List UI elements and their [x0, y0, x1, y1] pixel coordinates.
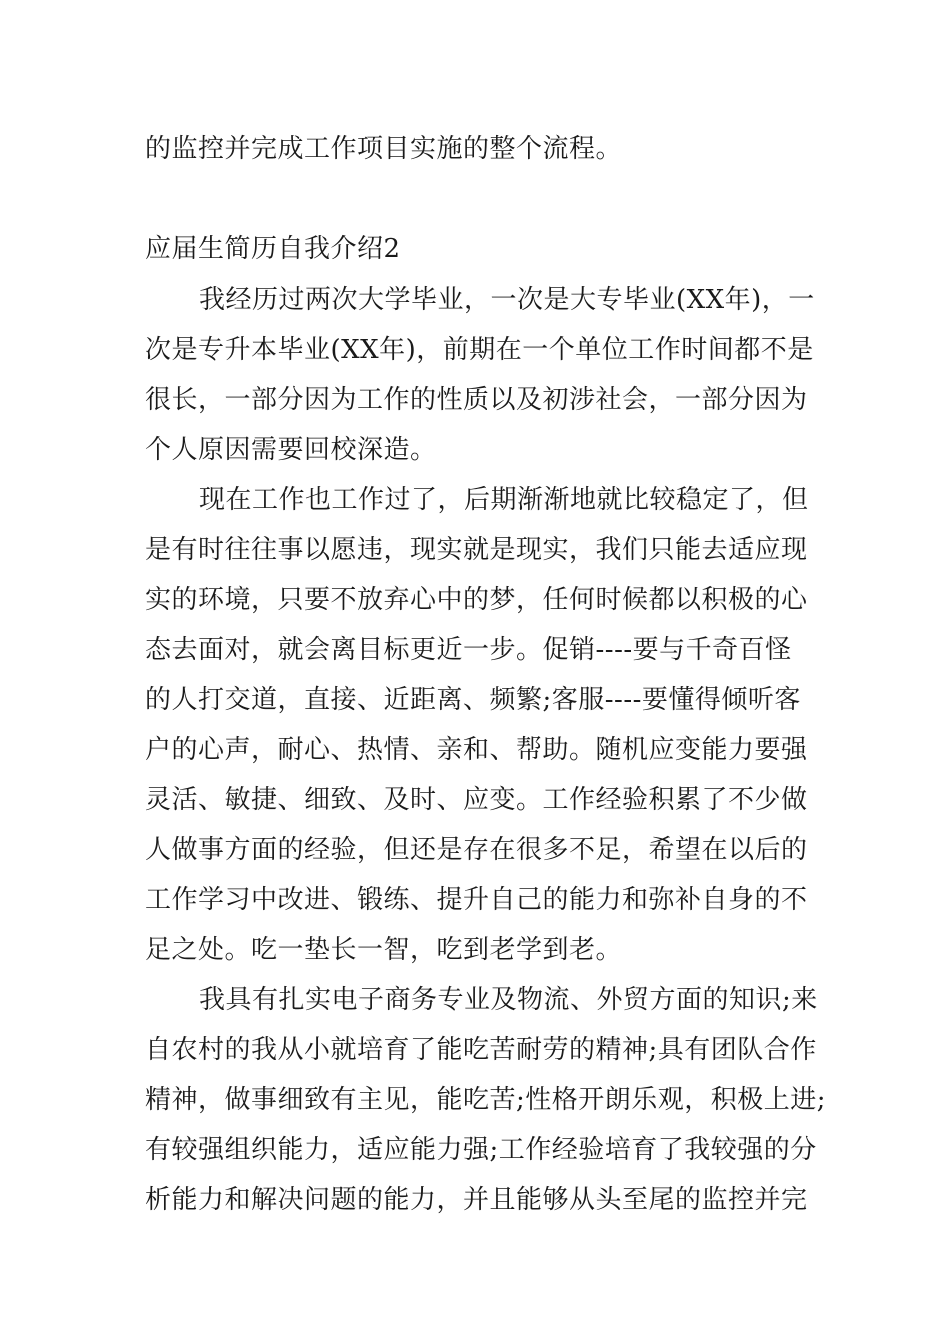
paragraph-line: 人做事方面的经验，但还是存在很多不足，希望在以后的 [145, 835, 808, 865]
paragraph-line: 是有时往往事以愿违，现实就是现实，我们只能去适应现 [145, 535, 808, 565]
paragraph-line: 有较强组织能力，适应能力强;工作经验培育了我较强的分 [145, 1135, 817, 1165]
paragraph-line: 足之处。吃一垫长一智，吃到老学到老。 [145, 935, 623, 965]
paragraph-line: 次是专升本毕业(XX年)，前期在一个单位工作时间都不是 [145, 335, 814, 365]
paragraph-line: 态去面对，就会离目标更近一步。促销----要与千奇百怪 [145, 635, 792, 665]
paragraph-line: 很长，一部分因为工作的性质以及初涉社会，一部分因为 [145, 385, 808, 415]
paragraph-line: 实的环境，只要不放弃心中的梦，任何时候都以积极的心 [145, 585, 808, 615]
paragraph-line: 我具有扎实电子商务专业及物流、外贸方面的知识;来 [199, 985, 818, 1015]
paragraph-line: 灵活、敏捷、细致、及时、应变。工作经验积累了不少做 [145, 785, 808, 815]
paragraph-line: 精神，做事细致有主见，能吃苦;性格开朗乐观，积极上进; [145, 1085, 827, 1115]
paragraph-line: 自农村的我从小就培育了能吃苦耐劳的精神;具有团队合作 [145, 1035, 817, 1065]
paragraph-line: 现在工作也工作过了，后期渐渐地就比较稳定了，但 [199, 485, 809, 515]
paragraph-line: 个人原因需要回校深造。 [145, 435, 437, 465]
paragraph-line: 的人打交道，直接、近距离、频繁;客服----要懂得倾听客 [145, 685, 801, 715]
paragraph-line: 的监控并完成工作项目实施的整个流程。 [145, 134, 623, 164]
paragraph-line: 工作学习中改进、锻练、提升自己的能力和弥补自身的不 [145, 885, 808, 915]
paragraph-line: 我经历过两次大学毕业，一次是大专毕业(XX年)，一 [199, 285, 815, 315]
paragraph-line: 户的心声，耐心、热情、亲和、帮助。随机应变能力要强 [145, 735, 808, 765]
section-heading: 应届生简历自我介绍2 [145, 234, 401, 264]
paragraph-line: 析能力和解决问题的能力，并且能够从头至尾的监控并完 [145, 1185, 808, 1215]
